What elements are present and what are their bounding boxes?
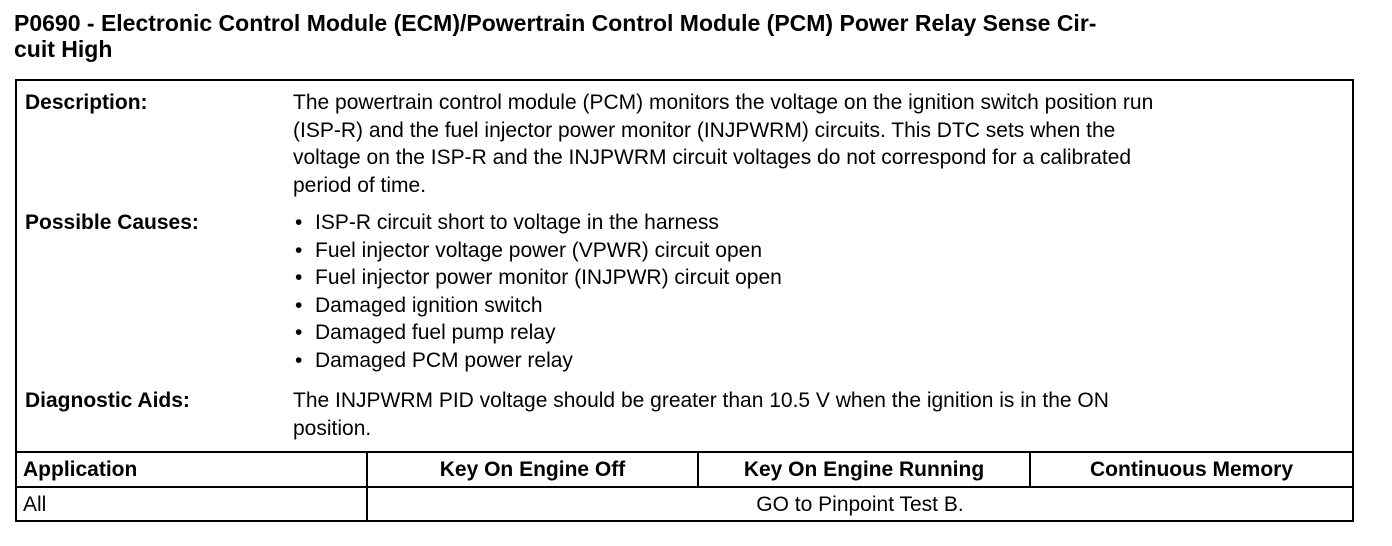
table-row <box>17 487 1352 522</box>
title-line-1: P0690 - Electronic Control Module (ECM)/Powertrain Control Module (PCM) Power Relay Sense Cir- <box>14 10 1097 36</box>
description-text <box>293 89 1343 199</box>
header-key-on-engine-running: Key On Engine Running <box>698 452 1030 487</box>
dtc-info-box <box>15 79 1354 522</box>
diagnostic-aids-text <box>293 387 1343 442</box>
cell-action: GO to Pinpoint Test B. <box>367 487 1352 522</box>
application-table <box>17 451 1352 522</box>
list-item: • Fuel injector power monitor (INJPWR) circuit open <box>293 264 1343 292</box>
description-label: Description: <box>25 91 148 114</box>
title-line-2: cuit High <box>14 36 113 62</box>
description-line: (ISP-R) and the fuel injector power monitor (INJPWRM) circuits. This DTC sets when the <box>293 118 1116 142</box>
header-continuous-memory: Continuous Memory <box>1030 452 1352 487</box>
possible-causes-label: Possible Causes: <box>25 211 199 234</box>
header-key-on-engine-off: Key On Engine Off <box>367 452 698 487</box>
list-item: • Damaged fuel pump relay <box>293 319 1343 347</box>
list-item: • ISP-R circuit short to voltage in the harness <box>293 209 1343 237</box>
cell-application: All <box>17 487 367 522</box>
page-title <box>14 10 1364 62</box>
possible-causes-list <box>293 209 1343 374</box>
diagnostic-aids-label: Diagnostic Aids: <box>25 389 190 412</box>
table-header-row <box>17 452 1352 487</box>
diagnostic-aids-line: position. <box>293 416 372 440</box>
diagnostic-aids-line: The INJPWRM PID voltage should be greater than 10.5 V when the ignition is in the ON <box>293 389 1109 412</box>
list-item: • Fuel injector voltage power (VPWR) circuit open <box>293 237 1343 265</box>
list-item: • Damaged ignition switch <box>293 292 1343 320</box>
description-line: voltage on the ISP-R and the INJPWRM circuit voltages do not correspond for a calibrated <box>293 146 1132 169</box>
description-line: period of time. <box>293 173 427 197</box>
description-line: The powertrain control module (PCM) monitors the voltage on the ignition switch position run <box>293 91 1154 114</box>
header-application: Application <box>17 452 367 487</box>
info-section <box>17 81 1352 451</box>
list-item: • Damaged PCM power relay <box>293 347 1343 375</box>
